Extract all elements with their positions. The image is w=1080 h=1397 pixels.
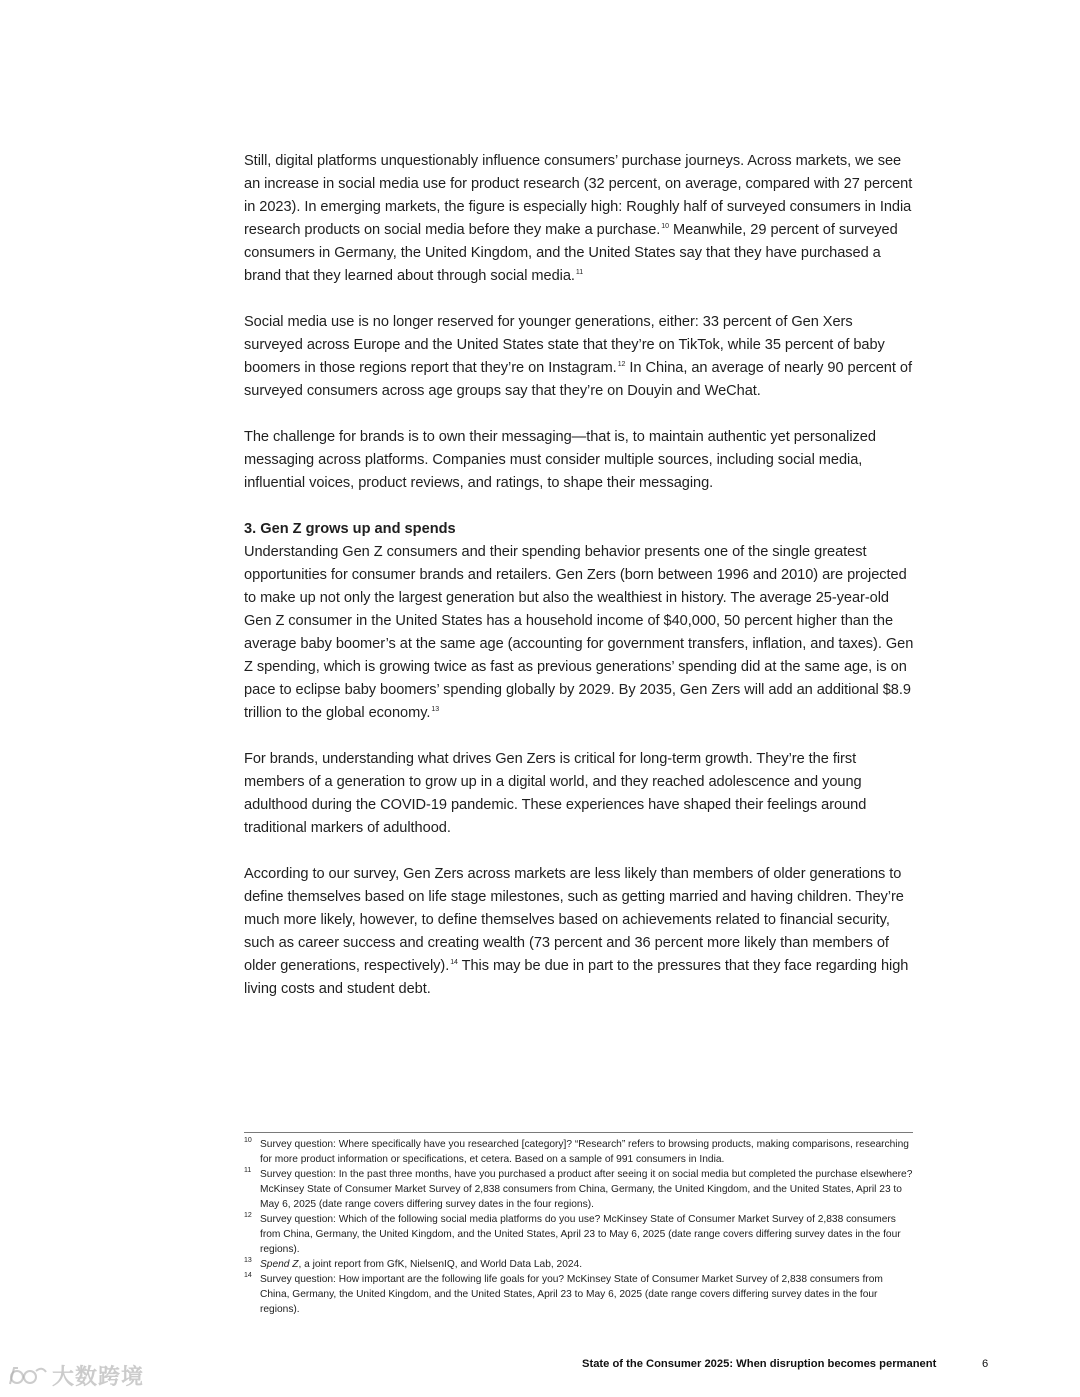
paragraph-social-generations: Social media use is no longer reserved for younger generations, either: 33 percent of Gen Xers surveyed across Europe and the United States state that they’re on TikTok, while 35 percent of baby boomers in those regions report that they’re on Instagram.$^{12}$ In China, an average of nearly 90 percent of surveyed consumers across age groups say that they’re on Douyin and WeChat. (244, 314, 912, 399)
paragraph-genz-survey: According to our survey, Gen Zers across markets are less likely than members of older generations to define themselves based on life stage milestones, such as getting married and having children. They’re much more likely, however, to define themselves based on achievements related to financial security, such as career success and creating wealth (73 percent and 36 percent more likely than members of older generations, respectively).$^{14}$ This may be due in part to the pressures that they face regarding high living costs and student debt. (244, 866, 909, 997)
footnote-text: Spend Z, a joint report from GfK, NielsenIQ, and World Data Lab, 2024. (260, 1259, 583, 1270)
watermark (8, 1360, 144, 1391)
footnote-ref-11[interactable]: 11 (575, 269, 584, 277)
footnote-item (244, 1257, 913, 1272)
main-content (244, 150, 914, 1001)
footnote-text: Survey question: Where specifically have you researched [category]? “Research” refers to browsing products, making comparisons, researching for more product information or specifications, et cetera. Based on a sample of 991 consumers in India. (260, 1139, 909, 1165)
paragraph-genz-growth: For brands, understanding what drives Gen Zers is critical for long-term growth. They’re the first members of a generation to grow up in a digital world, and they reached adolescence and young adulthood during the COVID-19 pandemic. These experiences have shaped their feelings around traditional markers of adulthood. (244, 751, 867, 836)
footnote-ref-10[interactable]: 10 (661, 223, 669, 231)
paragraph-social-research: Still, digital platforms unquestionably influence consumers’ purchase journeys. Across markets, we see an increase in social media use for product research (32 percent, on average, compared with 27 percent in 2023). In emerging markets, the figure is especially high: Roughly half of surveyed consumers in India research products on social media before they make a purchase.$^{10}$ Meanwhile, 29 percent of surveyed consumers in Germany, the United Kingdom, and the United States say that they have purchased a brand that they learned about through social media.$^{11}$ (244, 153, 913, 284)
footnote-text: Survey question: Which of the following social media platforms do you use? McKinsey State of Consumer Market Survey of 2,838 consumers from China, Germany, the United Kingdom, and the United States, April 23 to May 6, 2025 (date range covers differing survey dates in the four regions). (260, 1214, 901, 1255)
footer-report-title: State of the Consumer 2025: When disruption becomes permanent (582, 1358, 937, 1370)
watermark-logo-icon (8, 1364, 48, 1388)
footnote-number: 10 (244, 1137, 252, 1144)
footnotes (244, 1132, 913, 1317)
page-number: 6 (982, 1358, 989, 1370)
footnote-number: 11 (244, 1167, 252, 1174)
section-heading: 3. Gen Z grows up and spends (244, 521, 456, 537)
footnote-text: Survey question: In the past three months, have you purchased a product after seeing it on social media but completed the purchase elsewhere? McKinsey State of Consumer Market Survey of 2,838 consumers from China, Germany, the United Kingdom, and the United States, April 23 to May 6, 2025 (date range covers differing survey dates in the four regions). (260, 1169, 913, 1210)
footnote-number: 12 (244, 1212, 252, 1219)
footnote-text: Survey question: How important are the following life goals for you? McKinsey State of Consumer Market Survey of 2,838 consumers from China, Germany, the United Kingdom, and the United States, April 23 to May 6, 2025 (date range covers differing survey dates in the four regions). (260, 1274, 883, 1315)
footnote-ref-14[interactable]: 14 (450, 959, 458, 967)
footnote-item (244, 1212, 913, 1257)
footnote-report-title: Spend Z (260, 1259, 299, 1270)
footnote-item (244, 1272, 913, 1317)
footnote-ref-12[interactable]: 12 (617, 361, 626, 369)
paragraph-brand-messaging: The challenge for brands is to own their messaging—that is, to maintain authentic yet personalized messaging across platforms. Companies must consider multiple sources, including social media, influential voices, product reviews, and ratings, to shape their messaging. (244, 429, 876, 491)
watermark-text: 大数跨境 (52, 1364, 145, 1389)
paragraph-genz-spending: Understanding Gen Z consumers and their spending behavior presents one of the single greatest opportunities for consumer brands and retailers. Gen Zers (born between 1996 and 2010) are projected to make up not only the largest generation but also the wealthiest in history. The average 25-year-old Gen Z consumer in the United States has a household income of $40,000, 50 percent higher than the average baby boomer’s at the same age (accounting for government transfers, inflation, and taxes). Gen Z spending, which is growing twice as fast as previous generations’ spending did at the same age, is on pace to eclipse baby boomers’ spending globally by 2029. By 2035, Gen Zers will add an additional $8.9 trillion to the global economy.$^{13}$ (244, 544, 914, 721)
footnote-ref-13[interactable]: 13 (431, 706, 440, 714)
footnote-number: 13 (244, 1257, 252, 1264)
footnote-item (244, 1137, 913, 1167)
footnote-item (244, 1167, 913, 1212)
footnote-number: 14 (244, 1272, 252, 1279)
